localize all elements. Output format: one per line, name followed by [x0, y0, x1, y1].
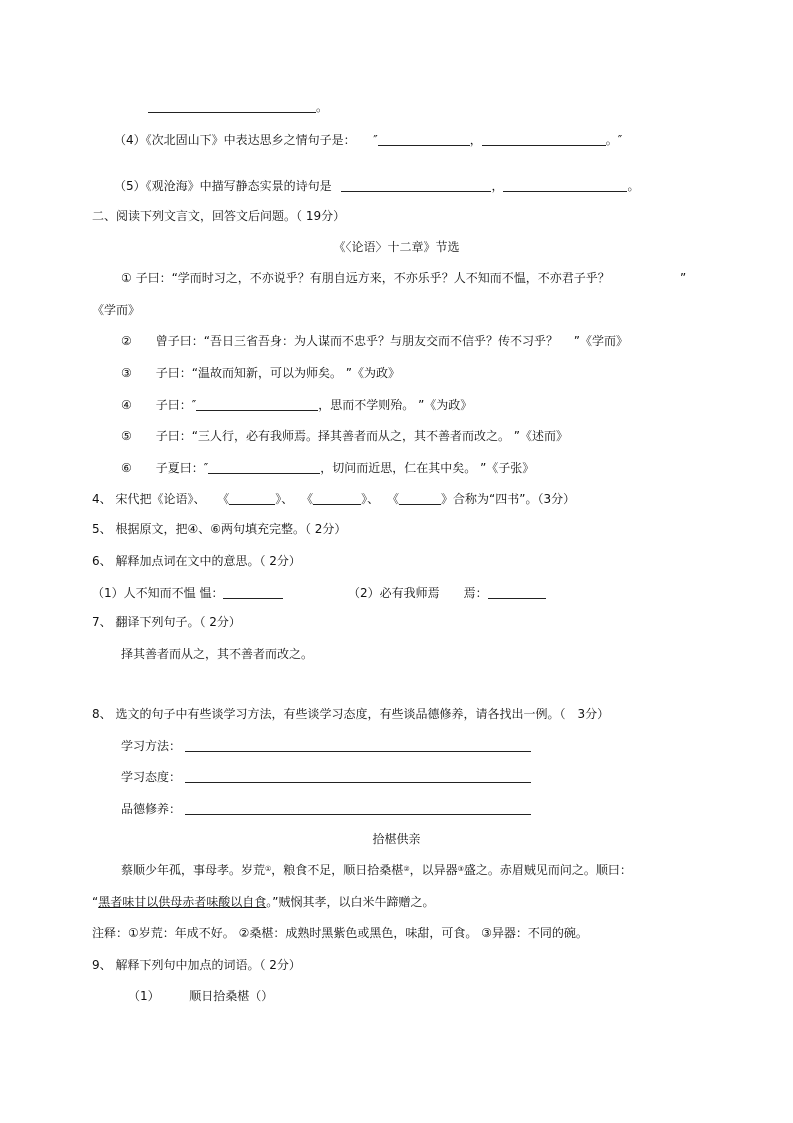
- underlined-sentence: 黑者味甘以供母赤者味酸以自食: [98, 895, 267, 909]
- answer-line-prev: 。: [148, 100, 328, 113]
- passage-source: 《学而》: [92, 303, 141, 317]
- question-6: 6、 解释加点词在文中的意思。（ 2分）: [92, 554, 301, 568]
- answer-blank[interactable]: [223, 586, 283, 599]
- answer-blank[interactable]: [208, 461, 320, 474]
- passage2-line-1: 蔡顺少年孤，事母孝。岁荒①，粮食不足，顺日拾桑椹②，以异器③盛之。赤眉贼见而问之。顺曰：: [121, 863, 632, 877]
- question-9-part-1: （1） 顺日拾桑椹（）: [128, 989, 274, 1003]
- answer-blank[interactable]: [341, 179, 491, 192]
- passage-line-6: ⑥ 子夏曰：″ ，切问而近思，仁在其中矣。 ”《子张》: [121, 461, 535, 475]
- answer-blank[interactable]: [185, 802, 531, 815]
- answer-blank[interactable]: [399, 492, 441, 505]
- answer-blank[interactable]: [378, 133, 470, 146]
- question-7-sentence: 择其善者而从之，其不善者而改之。: [121, 647, 314, 661]
- section-heading: 二、阅读下列文言文，回答文后问题。（ 19分）: [92, 209, 346, 223]
- answer-blank[interactable]: [185, 739, 531, 752]
- passage-line-3: ③ 子曰：“温故而知新，可以为师矣。 ”《为政》: [121, 366, 401, 380]
- question-7: 7、 翻译下列句子。（ 2分）: [92, 615, 241, 629]
- question-4: 4、 宋代把《论语》、 《 》、 《 》、 《 》合称为“四书”。（3分）: [92, 492, 576, 506]
- answer-blank[interactable]: [503, 179, 627, 192]
- question-6-part-2: （2）必有我师焉 焉：: [348, 586, 546, 599]
- question-5-poem: （5）《观沧海》中描写静态实景的诗句是 ， 。: [114, 179, 640, 193]
- question-8: 8、 选文的句子中有些谈学习方法，有些谈学习态度，有些谈品德修养，请各找出一例。（ 3分）: [92, 707, 610, 721]
- passage-line-5: ⑤ 子曰：“三人行，必有我师焉。择其善者而从之，其不善者而改之。 ”《述而》: [121, 429, 569, 443]
- passage-line-2: ② 曾子曰：“吾日三省吾身：为人谋而不忠乎？与朋友交而不信乎？传不习乎？ ”《学而》: [121, 334, 629, 348]
- answer-blank[interactable]: [185, 770, 531, 783]
- question-4-poem: （4）《次北固山下》中表达思乡之情句子是： ″ ， 。″: [114, 133, 623, 147]
- annotation: 注释：①岁荒：年成不好。 ②桑椹：成熟时黑紫色或黑色，味甜，可食。 ③异器：不同的碗。: [92, 926, 588, 940]
- answer-blank[interactable]: [196, 398, 318, 411]
- passage2-line-2: “黑者味甘以供母赤者味酸以自食。”贼悯其孝，以白米牛蹄赠之。: [92, 895, 435, 909]
- passage-title: 《〈论语〉十二章》节选: [333, 240, 460, 254]
- question-5: 5、 根据原文，把④、⑥两句填充完整。（ 2分）: [92, 522, 347, 536]
- answer-blank[interactable]: [488, 586, 546, 599]
- question-8-method: 学习方法：: [121, 739, 531, 752]
- answer-blank[interactable]: [482, 133, 606, 146]
- question-8-attitude: 学习态度：: [121, 770, 531, 783]
- passage-line-1: ① 子曰：“学而时习之，不亦说乎？有朋自远方来，不亦乐乎？人不知而不愠，不亦君子乎？: [121, 271, 610, 285]
- answer-blank[interactable]: [313, 492, 361, 505]
- question-8-morality: 品德修养：: [121, 802, 531, 815]
- passage-line-4: ④ 子曰：″ ，思而不学则殆。 ”《为政》: [121, 398, 473, 412]
- answer-blank[interactable]: [229, 492, 275, 505]
- passage-title: 拾椹供亲: [372, 832, 421, 846]
- question-9: 9、 解释下列句中加点的词语。（ 2分）: [92, 958, 301, 972]
- question-6-part-1: （1）人不知而不愠 愠：: [92, 586, 283, 599]
- answer-blank[interactable]: [148, 100, 316, 113]
- quote-mark: ”: [680, 271, 687, 285]
